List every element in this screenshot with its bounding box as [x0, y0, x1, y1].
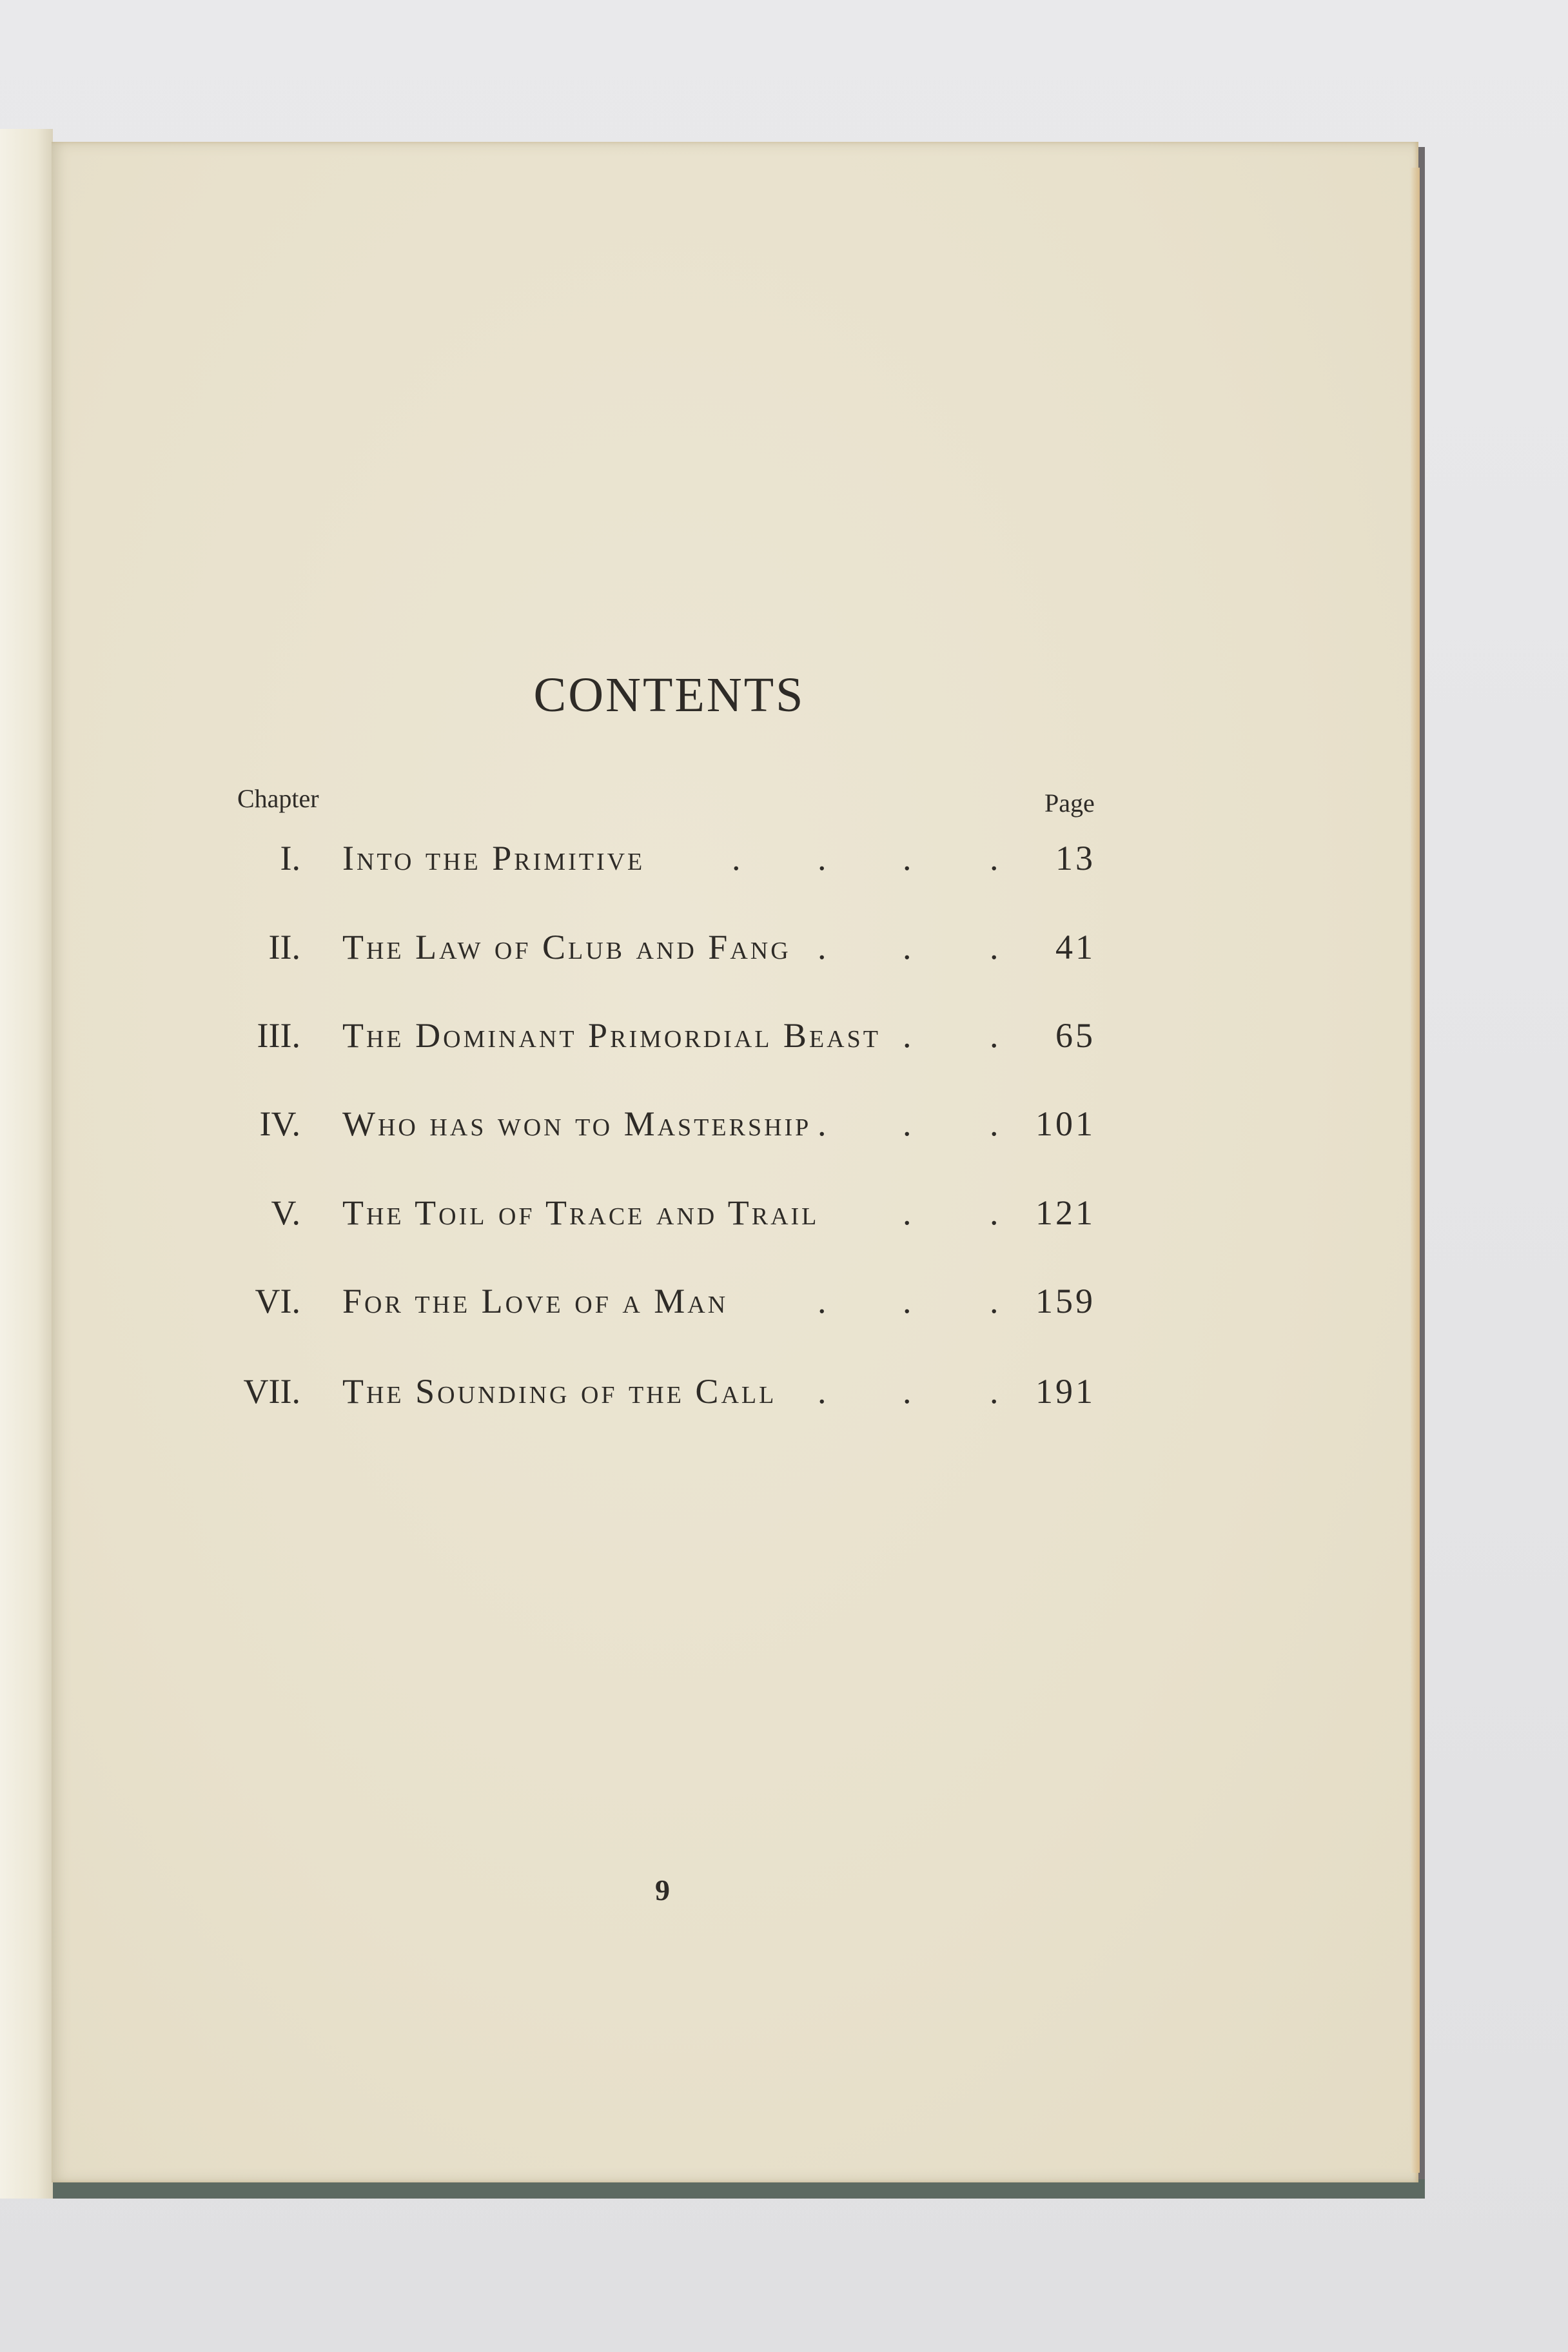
dot-leader: . — [990, 1193, 999, 1232]
left-page-edge — [0, 129, 53, 2199]
page-number: 9 — [655, 1874, 670, 1906]
contents-entry — [0, 838, 1568, 890]
chapter-numeral: II. — [268, 928, 300, 966]
dot-leader: . — [818, 1282, 827, 1320]
dot-leader: . — [903, 1193, 912, 1232]
chapter-numeral: I. — [280, 839, 300, 877]
contents-entry — [0, 927, 1568, 979]
dot-leader: . — [818, 928, 827, 966]
chapter-title: The Dominant Primordial Beast — [342, 1016, 881, 1055]
chapter-page: 121 — [1035, 1193, 1095, 1232]
chapter-numeral: V. — [271, 1193, 300, 1232]
chapter-numeral: IV. — [259, 1104, 300, 1143]
dot-leader: . — [903, 1282, 912, 1320]
dot-leader: . — [990, 839, 999, 877]
page-deckle-edge — [1411, 168, 1420, 2173]
chapter-title: Into the Primitive — [342, 839, 645, 877]
chapter-page: 159 — [1035, 1282, 1095, 1320]
chapter-column-label: Chapter — [237, 784, 319, 813]
dot-leader: . — [990, 1282, 999, 1320]
chapter-numeral: VI. — [255, 1282, 300, 1320]
chapter-title: The Sounding of the Call — [342, 1372, 777, 1411]
page-column-label: Page — [1044, 789, 1095, 818]
contents-heading: CONTENTS — [533, 668, 805, 722]
dot-leader: . — [818, 1372, 827, 1411]
dot-leader: . — [903, 1016, 912, 1055]
dot-leader: . — [990, 1372, 999, 1411]
chapter-page: 13 — [1055, 839, 1095, 877]
book-page — [52, 142, 1418, 2182]
contents-entry — [0, 1015, 1568, 1067]
dot-leader: . — [990, 928, 999, 966]
contents-entry — [0, 1281, 1568, 1333]
chapter-page: 41 — [1055, 928, 1095, 966]
dot-leader: . — [903, 1372, 912, 1411]
chapter-numeral: III. — [257, 1016, 300, 1055]
contents-entry — [0, 1371, 1568, 1423]
dot-leader: . — [903, 839, 912, 877]
chapter-title: The Toil of Trace and Trail — [342, 1193, 819, 1232]
dot-leader: . — [990, 1104, 999, 1143]
contents-entry — [0, 1193, 1568, 1244]
dot-leader: . — [818, 839, 827, 877]
dot-leader: . — [732, 839, 741, 877]
contents-entry — [0, 1104, 1568, 1155]
dot-leader: . — [903, 1104, 912, 1143]
dot-leader: . — [990, 1016, 999, 1055]
chapter-page: 191 — [1035, 1372, 1095, 1411]
chapter-title: Who has won to Mastership — [342, 1104, 812, 1143]
chapter-page: 65 — [1055, 1016, 1095, 1055]
dot-leader: . — [818, 1104, 827, 1143]
chapter-page: 101 — [1035, 1104, 1095, 1143]
dot-leader: . — [903, 928, 912, 966]
chapter-numeral: VII. — [243, 1372, 300, 1411]
chapter-title: The Law of Club and Fang — [342, 928, 791, 966]
chapter-title: For the Love of a Man — [342, 1282, 729, 1320]
